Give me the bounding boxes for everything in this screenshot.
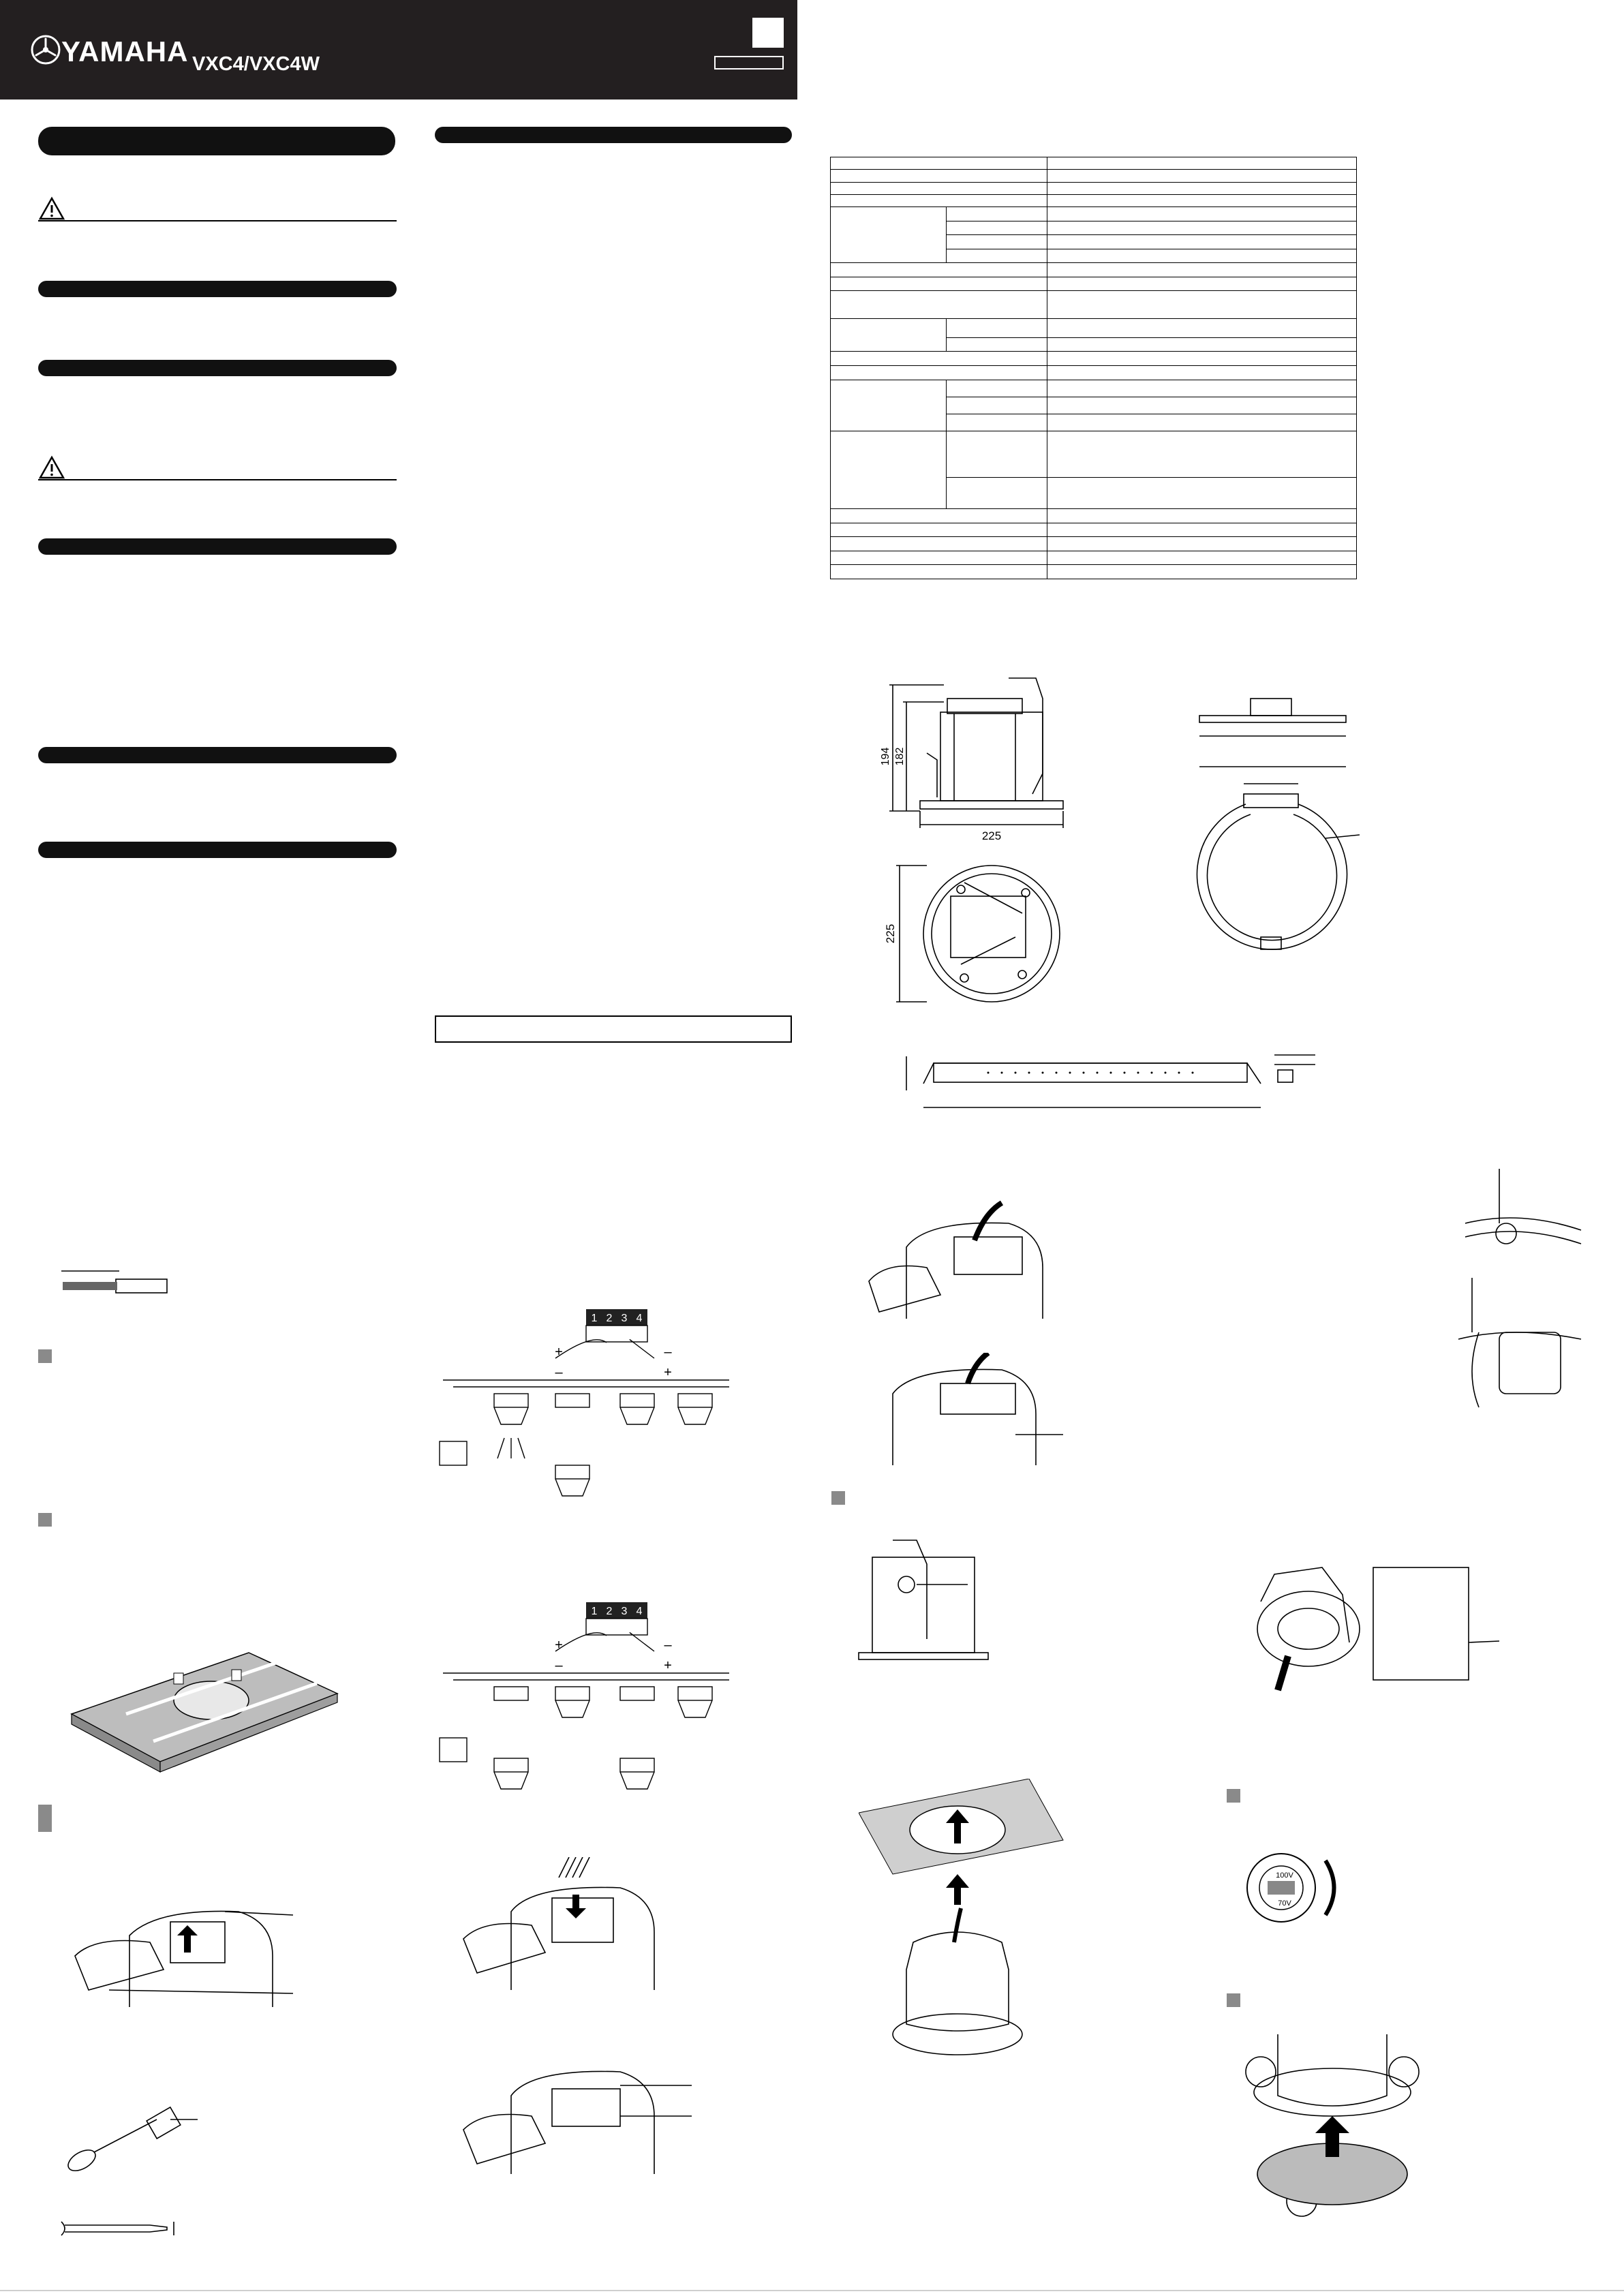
terminal-insert-drawing (457, 1857, 675, 1993)
step-marker-4 (831, 1491, 845, 1505)
step-marker-2 (38, 1513, 52, 1527)
tap-dial-100v: 100V (1276, 1871, 1293, 1880)
language-tab (752, 18, 784, 48)
tap-dial-70v: 70V (1278, 1899, 1291, 1908)
grille-drawing (893, 1043, 1329, 1118)
terminal-3b: 3 (621, 1606, 628, 1617)
ceiling-insert-drawing (859, 1779, 1077, 2072)
wiring-diagram-1 (436, 1305, 736, 1516)
section-bar-5 (38, 747, 397, 763)
step-marker-3 (38, 1805, 52, 1832)
cable-install-drawing-1 (865, 1199, 1077, 1322)
step-marker-1 (38, 1349, 52, 1363)
top-view-drawing (879, 855, 1084, 1012)
terminal-1b: 1 (591, 1606, 598, 1617)
terminal-2b: 2 (606, 1606, 613, 1617)
step-marker-5 (1227, 1789, 1240, 1803)
terminal-4: 4 (636, 1313, 643, 1324)
section-bar-4 (38, 538, 397, 555)
terminal-1: 1 (591, 1313, 598, 1324)
terminal-3: 3 (621, 1313, 628, 1324)
screwdriver-drawing (61, 2099, 225, 2174)
wiring-diagram-2 (436, 1598, 736, 1803)
warning-icon (38, 196, 65, 221)
brand-name: YAMAHA (61, 35, 189, 67)
dim-height-total: 194 (880, 747, 891, 766)
page-header (0, 0, 797, 100)
side-view-drawing (879, 671, 1124, 848)
section-bar-6 (38, 842, 397, 858)
cable-strip-drawing (55, 1264, 191, 1298)
terminal-4b: 4 (636, 1606, 643, 1617)
polarity-minus-4: – (555, 1658, 563, 1673)
caution-icon (38, 455, 65, 480)
section-bar-middle (435, 127, 792, 143)
step-marker-6 (1227, 1993, 1240, 2007)
polarity-minus-2: – (555, 1365, 563, 1380)
polarity-plus-3: + (555, 1638, 563, 1653)
polarity-minus-3: – (664, 1638, 672, 1653)
spec-table (830, 157, 1357, 579)
page-bottom-border (0, 2290, 1624, 2291)
section-bar-2 (38, 281, 397, 297)
model-name: VXC4/VXC4W (192, 53, 320, 75)
tap-setting-drawing (1247, 1554, 1499, 1697)
terminal-closed-drawing (457, 2048, 702, 2177)
polarity-plus-1: + (555, 1345, 563, 1360)
screwdriver-tip-drawing (55, 2208, 191, 2249)
terminal-2: 2 (606, 1313, 613, 1324)
tap-dial-drawing (1244, 1847, 1346, 1929)
dim-width: 225 (981, 829, 1002, 842)
dim-height-body: 182 (894, 747, 906, 766)
dim-depth: 225 (884, 923, 897, 944)
section-bar-1 (38, 127, 395, 155)
polarity-plus-2: + (664, 1365, 672, 1380)
polarity-plus-4: + (664, 1658, 672, 1673)
ring-bracket-drawing (1186, 671, 1363, 964)
language-label-box (714, 56, 784, 70)
safety-wire-drawing (1452, 1169, 1588, 1441)
caution-rule (38, 479, 397, 480)
yamaha-logo-icon (30, 34, 61, 65)
note-box (435, 1015, 792, 1043)
warning-rule (38, 220, 397, 221)
ceiling-tile-illustration (58, 1632, 344, 1803)
cable-install-drawing-2 (865, 1353, 1070, 1469)
grille-attach-drawing (1244, 2027, 1421, 2225)
terminal-cover-drawing-left (68, 1895, 313, 2010)
speaker-side-section (852, 1537, 1002, 1666)
section-bar-3 (38, 360, 397, 376)
polarity-minus-1: – (664, 1345, 672, 1360)
